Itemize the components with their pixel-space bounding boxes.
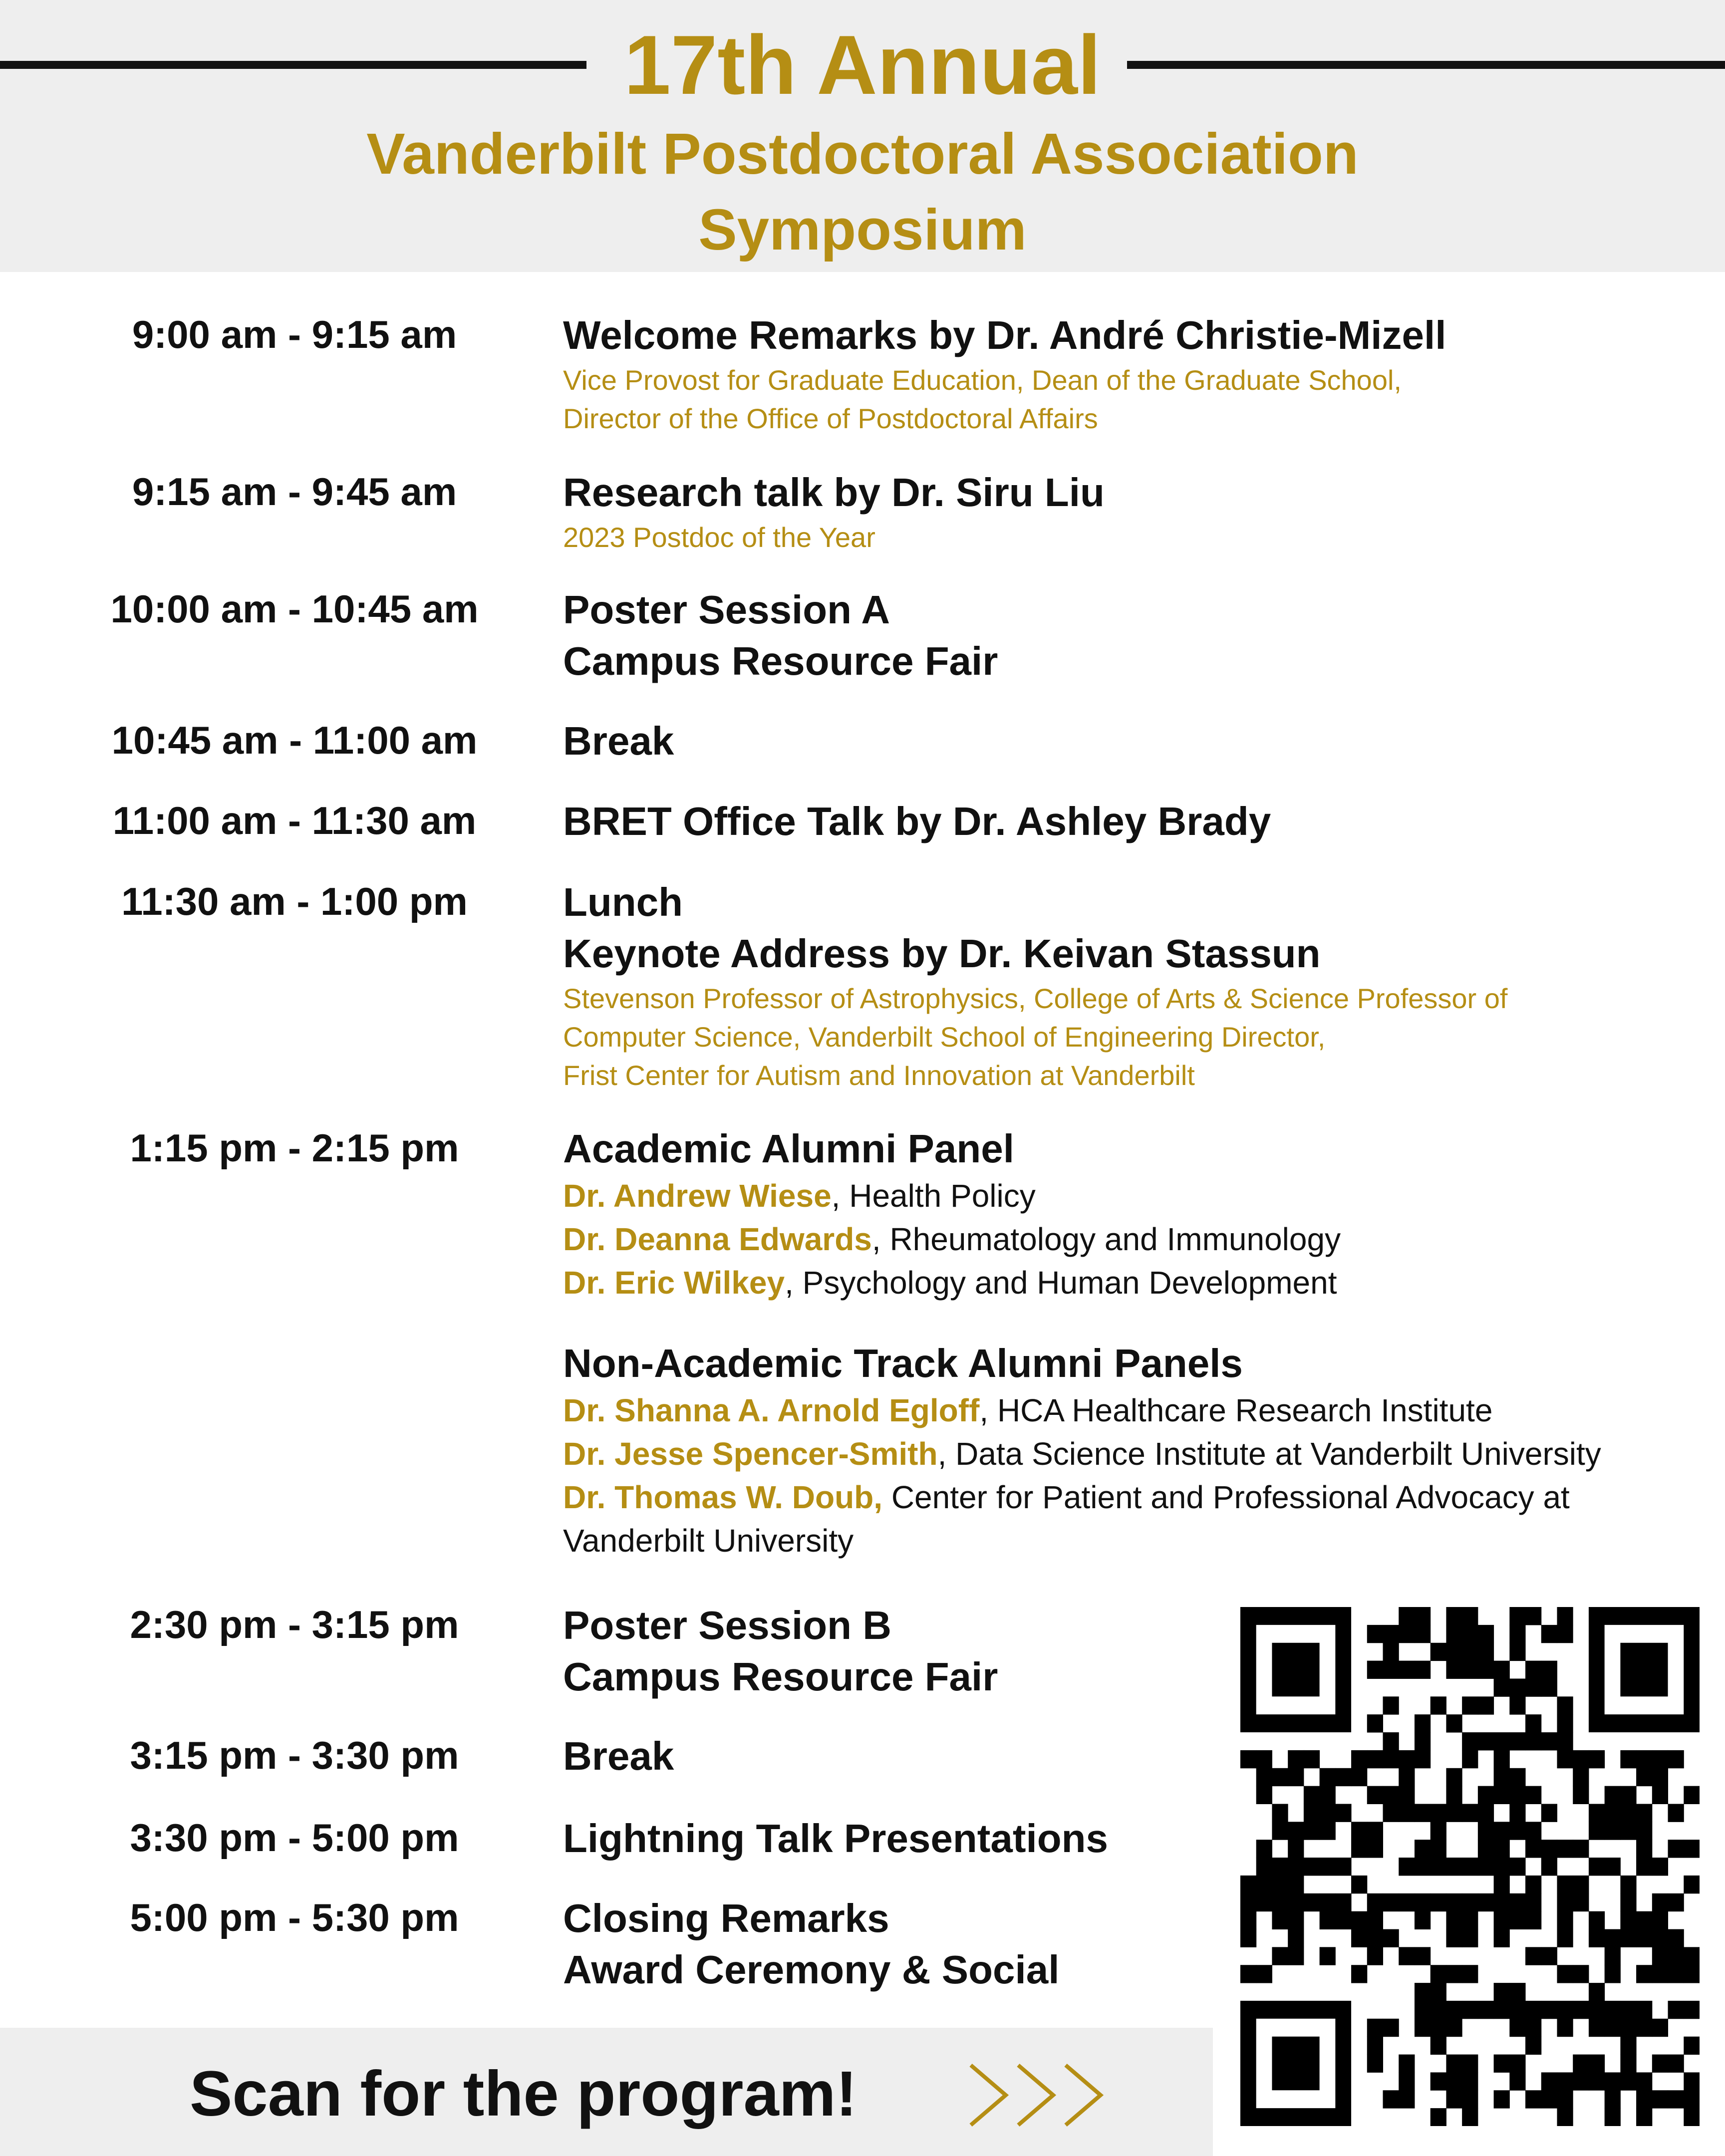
session-title: Lunch bbox=[563, 880, 683, 924]
panelist bbox=[563, 1432, 1671, 1476]
panelist bbox=[563, 1261, 1671, 1305]
scan-cta: Scan for the program! bbox=[190, 2058, 858, 2130]
panelist-affiliation-continued: Vanderbilt University bbox=[563, 1523, 854, 1559]
header-band bbox=[0, 0, 1725, 272]
qr-code-graphic bbox=[1240, 1607, 1700, 2126]
time-slot: 10:45 am - 11:00 am bbox=[111, 718, 478, 762]
session-detail: Frist Center for Autism and Innovation at Vanderbilt bbox=[563, 1060, 1195, 1091]
panelist-name: Dr. Andrew Wiese bbox=[563, 1178, 832, 1214]
session-title: Welcome Remarks by Dr. André Christie-Mizell bbox=[563, 313, 1446, 357]
panelist-name: Dr. Deanna Edwards bbox=[563, 1221, 872, 1257]
session-title: Poster Session A bbox=[563, 587, 890, 632]
session-detail: Stevenson Professor of Astrophysics, College of Arts & Science Professor of bbox=[563, 983, 1508, 1014]
panelist-affiliation: , Data Science Institute at Vanderbilt University bbox=[937, 1436, 1601, 1472]
time-slot: 2:30 pm - 3:15 pm bbox=[130, 1603, 459, 1646]
panelist bbox=[563, 1174, 1671, 1218]
time-slot: 11:30 am - 1:00 pm bbox=[121, 879, 468, 923]
session-title: Campus Resource Fair bbox=[563, 639, 998, 683]
time-slot: 9:15 am - 9:45 am bbox=[132, 470, 457, 514]
session-content bbox=[563, 796, 1671, 847]
session-detail: Director of the Office of Postdoctoral Affairs bbox=[563, 403, 1098, 434]
panelist-affiliation: , Health Policy bbox=[831, 1178, 1036, 1214]
session-content bbox=[563, 467, 1671, 556]
session-content bbox=[563, 1123, 1671, 1563]
page-title: 17th Annual bbox=[624, 18, 1101, 112]
panelist-name: Dr. Shanna A. Arnold Egloff bbox=[563, 1392, 980, 1428]
panelist bbox=[563, 1476, 1671, 1519]
panel-title: Academic Alumni Panel bbox=[563, 1126, 1014, 1171]
panelist-affiliation: , Psychology and Human Development bbox=[785, 1265, 1337, 1301]
session-detail: Computer Science, Vanderbilt School of Engineering Director, bbox=[563, 1021, 1326, 1053]
time-slot: 3:15 pm - 3:30 pm bbox=[130, 1733, 459, 1777]
session-content bbox=[563, 715, 1671, 767]
panelist bbox=[563, 1218, 1671, 1261]
session-title: BRET Office Talk by Dr. Ashley Brady bbox=[563, 799, 1271, 843]
session-title: Research talk by Dr. Siru Liu bbox=[563, 470, 1105, 515]
triple-chevron-right-icon bbox=[961, 2060, 1126, 2130]
panelist-name: Dr. Jesse Spencer-Smith bbox=[563, 1436, 938, 1472]
panelist-affiliation: Center for Patient and Professional Advocacy at bbox=[882, 1479, 1570, 1515]
time-slot: 5:00 pm - 5:30 pm bbox=[130, 1895, 459, 1939]
time-slot: 1:15 pm - 2:15 pm bbox=[130, 1126, 459, 1170]
session-title: Campus Resource Fair bbox=[563, 1654, 998, 1699]
session-title: Break bbox=[563, 719, 674, 763]
panel-title: Non-Academic Track Alumni Panels bbox=[563, 1341, 1243, 1385]
session-title: Poster Session B bbox=[563, 1603, 892, 1647]
session-detail: 2023 Postdoc of the Year bbox=[563, 522, 875, 553]
session-title: Break bbox=[563, 1734, 674, 1778]
panelist bbox=[563, 1389, 1671, 1432]
time-slot: 11:00 am - 11:30 am bbox=[112, 799, 477, 842]
time-slot: 3:30 pm - 5:00 pm bbox=[130, 1816, 459, 1860]
page-subtitle-line2: Symposium bbox=[698, 197, 1027, 262]
session-title: Award Ceremony & Social bbox=[563, 1947, 1060, 1992]
panelist-affiliation: , Rheumatology and Immunology bbox=[871, 1221, 1341, 1257]
time-slot: 9:00 am - 9:15 am bbox=[132, 312, 457, 356]
session-title: Closing Remarks bbox=[563, 1896, 889, 1940]
page-subtitle-line1: Vanderbilt Postdoctoral Association bbox=[366, 121, 1359, 186]
session-content bbox=[563, 309, 1671, 438]
session-title: Lightning Talk Presentations bbox=[563, 1816, 1108, 1861]
session-content bbox=[563, 584, 1671, 687]
session-detail: Vice Provost for Graduate Education, Dean of the Graduate School, bbox=[563, 364, 1402, 396]
session-title: Keynote Address by Dr. Keivan Stassun bbox=[563, 931, 1321, 976]
session-content bbox=[563, 876, 1671, 1094]
qr-code[interactable] bbox=[1240, 1607, 1700, 2126]
footer-band bbox=[0, 2028, 1213, 2156]
time-slot: 10:00 am - 10:45 am bbox=[110, 587, 479, 631]
panelist-name: Dr. Thomas W. Doub, bbox=[563, 1479, 883, 1515]
panelist-name: Dr. Eric Wilkey bbox=[563, 1265, 785, 1301]
panelist-affiliation: , HCA Healthcare Research Institute bbox=[979, 1392, 1493, 1428]
